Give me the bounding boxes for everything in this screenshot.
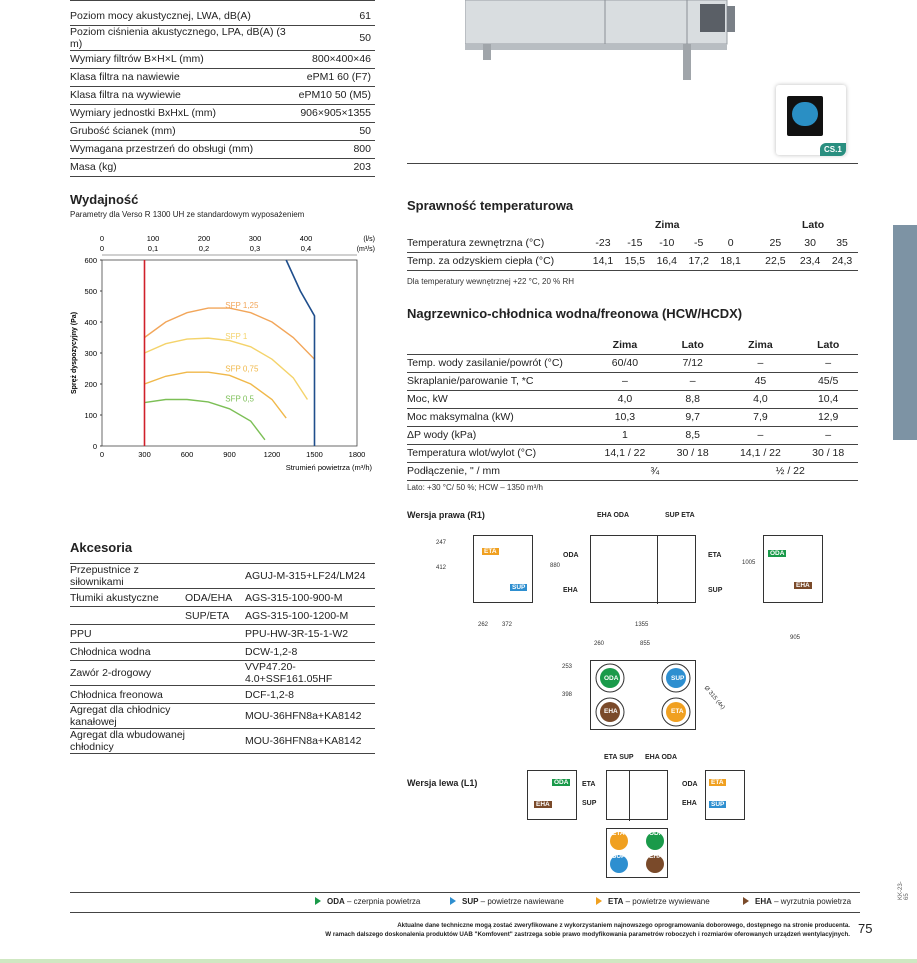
spec-row xyxy=(70,25,375,50)
temp-eff-row xyxy=(407,252,858,270)
legend-item-sup xyxy=(450,897,564,906)
spec-label: Poziom ciśnienia akustycznego, LPA, dB(A) (3 m) xyxy=(70,25,299,50)
top-eha-label: EHA xyxy=(604,708,618,715)
hcw-cell: 8,8 xyxy=(663,390,723,408)
dim-880: 880 xyxy=(550,563,561,569)
plot-frame xyxy=(102,260,357,446)
r1-left-oda: ODA xyxy=(563,552,579,559)
spec-label: Masa (kg) xyxy=(70,158,299,176)
r1-side-sup-tag: SUP xyxy=(512,584,526,591)
spec-value: 61 xyxy=(299,7,375,25)
spec-row xyxy=(70,140,375,158)
spec-row xyxy=(70,68,375,86)
top-tick-ls: 100 xyxy=(146,234,160,243)
x-tick-label: 300 xyxy=(138,450,151,459)
hcw-cell: – xyxy=(798,354,858,372)
r1-front-view xyxy=(590,535,696,603)
accessory-name: Agregat dla wbudowanej chłodnicy xyxy=(70,729,185,753)
hcw-cell: 7/12 xyxy=(663,354,723,372)
temp-eff-cell: -5 xyxy=(683,234,715,252)
l1-right-eha: EHA xyxy=(682,800,697,807)
legend-divider-bottom xyxy=(70,912,860,913)
hcw-row xyxy=(407,390,858,408)
doc-code: KK-23-65 xyxy=(898,881,910,900)
spec-value: 203 xyxy=(299,158,375,176)
top-tick-ls: 0 xyxy=(99,234,105,243)
temp-eff-cell: 15,5 xyxy=(619,252,651,270)
l1-back-view xyxy=(705,770,745,820)
accessories-title: Akcesoria xyxy=(70,540,133,555)
accessory-sub xyxy=(185,643,245,661)
hcw-cell: – xyxy=(798,426,858,444)
accessory-row xyxy=(70,661,375,686)
y-tick-label: 100 xyxy=(84,411,97,420)
hcw-label: Skraplanie/parowanie T, *C xyxy=(407,372,587,390)
legend-text: – wyrzutnia powietrza xyxy=(771,897,852,906)
dim-247: 247 xyxy=(436,540,447,546)
dim-855: 855 xyxy=(640,641,651,647)
legend-item-oda xyxy=(315,897,420,906)
hcw-conn-label: Podłączenie, " / mm xyxy=(407,462,587,480)
temp-eff-title: Sprawność temperaturowa xyxy=(407,198,574,213)
temp-eff-cell: 18,1 xyxy=(715,252,747,270)
temp-eff-cell: 16,4 xyxy=(651,252,683,270)
x-tick-label: 1200 xyxy=(263,450,281,459)
accessory-name: Przepustnice z siłownikami xyxy=(70,564,185,589)
hcw-table xyxy=(407,336,858,481)
top-eta-label: ETA xyxy=(671,708,684,715)
footer-notes xyxy=(270,921,850,939)
controller-badge: CS.1 xyxy=(820,143,846,156)
x-tick-label: 600 xyxy=(180,450,194,459)
r1-back-view xyxy=(763,535,823,603)
legend-text: – powietrze wywiewane xyxy=(623,897,710,906)
series-line-3 xyxy=(145,400,265,440)
spec-value: ePM1 60 (F7) xyxy=(299,68,375,86)
hcw-cell: 30 / 18 xyxy=(663,444,723,462)
r1-right-eta: ETA xyxy=(708,552,722,559)
y-tick-label: 400 xyxy=(84,318,97,327)
legend-arrow-icon xyxy=(743,897,749,905)
l1-side-eha-tag: EHA xyxy=(536,801,550,808)
photo-divider xyxy=(407,163,858,164)
temp-eff-cell: 35 xyxy=(826,234,858,252)
accessory-code: DCF-1,2-8 xyxy=(245,686,375,704)
r1-back-eha-tag: EHA xyxy=(796,582,810,589)
hcw-cell: 45/5 xyxy=(798,372,858,390)
hcw-cell: 30 / 18 xyxy=(798,444,858,462)
temp-eff-table xyxy=(407,234,858,271)
hcw-cell: 4,0 xyxy=(587,390,663,408)
accessory-row xyxy=(70,643,375,661)
hcw-cell: 14,1 / 22 xyxy=(722,444,798,462)
spec-row xyxy=(70,158,375,176)
r1-left-eha: EHA xyxy=(563,587,578,594)
hcw-conn-right: ½ / 22 xyxy=(722,462,858,480)
spec-row xyxy=(70,7,375,25)
hcw-header: Zima xyxy=(587,336,663,354)
dim-diameter: Ø 315 (4x) xyxy=(702,685,726,711)
hcw-cell: – xyxy=(722,426,798,444)
hcw-note: Lato: +30 °C/ 50 %; HCW – 1350 m³/h xyxy=(407,483,543,492)
controller-panel xyxy=(776,85,846,155)
accessory-row xyxy=(70,729,375,754)
r1-side-eta-tag: ETA xyxy=(484,548,497,555)
hcw-cell: 10,4 xyxy=(798,390,858,408)
temp-eff-cell: 17,2 xyxy=(683,252,715,270)
l1-left-eta: ETA xyxy=(582,781,596,788)
y-tick-label: 600 xyxy=(84,256,97,265)
dim-398: 398 xyxy=(562,692,573,698)
hcw-label: ΔP wody (kPa) xyxy=(407,426,587,444)
accessory-sub xyxy=(185,704,245,729)
accessory-code: DCW-1,2-8 xyxy=(245,643,375,661)
accessory-sub xyxy=(185,564,245,589)
temp-eff-cell: 25 xyxy=(747,234,795,252)
legend-code: EHA xyxy=(755,897,772,906)
accessory-sub: ODA/EHA xyxy=(185,589,245,607)
spec-table xyxy=(70,7,375,177)
l1-front-view xyxy=(606,770,668,820)
hcw-conn-row xyxy=(407,462,858,480)
hcw-cell: 7,9 xyxy=(722,408,798,426)
y-tick-label: 300 xyxy=(84,349,97,358)
r1-right-sup: SUP xyxy=(708,587,723,594)
r1-side-view xyxy=(473,535,533,603)
accessory-name: Chłodnica wodna xyxy=(70,643,185,661)
spec-value: 800 xyxy=(299,140,375,158)
spec-value: 800×400×46 xyxy=(299,50,375,68)
top-unit-m3s: (m³/s) xyxy=(356,246,375,253)
accessory-code: AGS-315-100-900-M xyxy=(245,589,375,607)
page-number: 75 xyxy=(858,921,873,936)
accessory-code: MOU-36HFN8a+KA8142 xyxy=(245,729,375,754)
r1-top-eha-oda: EHA ODA xyxy=(597,512,630,519)
footer-line-2: W ramach dalszego doskonalenia produktów UAB "Komfovent" zastrzega sobie prawo modyfikowania parametrów roboczych i rozmiarów oferowanych urządzeń wentylacyjnych. xyxy=(325,931,850,938)
l1-top-sup-label: SUP xyxy=(612,853,626,860)
controller-screen xyxy=(787,96,823,136)
top-tick-m3s: 0,4 xyxy=(300,244,312,253)
accessory-sub: SUP/ETA xyxy=(185,607,245,625)
dim-260: 260 xyxy=(594,641,605,647)
legend-item-eha xyxy=(743,897,851,906)
temp-eff-row xyxy=(407,234,858,252)
accessory-sub xyxy=(185,625,245,643)
unit-photo xyxy=(465,0,735,82)
top-tick-ls: 400 xyxy=(299,234,313,243)
hcw-cell: – xyxy=(663,372,723,390)
hcw-cell: 4,0 xyxy=(722,390,798,408)
spec-label: Poziom mocy akustycznej, LWA, dB(A) xyxy=(70,7,299,25)
hcw-row xyxy=(407,426,858,444)
dim-1355: 1355 xyxy=(635,622,649,628)
accessory-row xyxy=(70,625,375,643)
hcw-cell: 45 xyxy=(722,372,798,390)
accessory-name xyxy=(70,607,185,625)
accessory-code: VVP47.20-4.0+SSF161.05HF xyxy=(245,661,375,686)
l1-top-eha-oda: EHA ODA xyxy=(645,754,678,761)
temp-eff-cell: -15 xyxy=(619,234,651,252)
top-unit-ls: (l/s) xyxy=(363,236,375,243)
spec-row xyxy=(70,86,375,104)
temp-eff-cell: 30 xyxy=(794,234,826,252)
spec-label: Wymagana przestrzeń do obsługi (mm) xyxy=(70,140,299,158)
temp-eff-cell: 24,3 xyxy=(826,252,858,270)
hcw-label: Moc, kW xyxy=(407,390,587,408)
legend-arrow-icon xyxy=(596,897,602,905)
l1-top-eta-sup: ETA SUP xyxy=(604,754,634,761)
spec-row xyxy=(70,104,375,122)
y-tick-label: 200 xyxy=(84,380,97,389)
left-version-title: Wersja lewa (L1) xyxy=(407,778,478,788)
spec-label: Klasa filtra na nawiewie xyxy=(70,68,299,86)
top-tick-ls: 300 xyxy=(248,234,262,243)
dim-372: 372 xyxy=(502,622,513,628)
top-tick-m3s: 0 xyxy=(99,244,105,253)
spec-value: 906×905×1355 xyxy=(299,104,375,122)
l1-back-eta-tag: ETA xyxy=(711,779,724,786)
temp-eff-cell: 0 xyxy=(715,234,747,252)
top-view-circles xyxy=(590,660,696,730)
temp-eff-note: Dla temperatury wewnętrznej +22 °C, 20 % RH xyxy=(407,277,575,286)
legend-item-eta xyxy=(596,897,710,906)
top-tick-m3s: 0,2 xyxy=(198,244,210,253)
temp-eff-label: Temp. za odzyskiem ciepła (°C) xyxy=(407,252,587,270)
legend-text: – czerpnia powietrza xyxy=(344,897,421,906)
hcw-label: Temperatura wlot/wylot (°C) xyxy=(407,444,587,462)
temp-eff-label: Temperatura zewnętrzna (°C) xyxy=(407,234,587,252)
accessory-name: PPU xyxy=(70,625,185,643)
spec-label: Wymiary jednostki BxHxL (mm) xyxy=(70,104,299,122)
hcw-row xyxy=(407,408,858,426)
top-sup-label: SUP xyxy=(671,675,685,682)
l1-side-view xyxy=(527,770,577,820)
temp-eff-cell: -23 xyxy=(587,234,619,252)
hcw-label: Temp. wody zasilanie/powrót (°C) xyxy=(407,354,587,372)
sfp-label: SFP 1,25 xyxy=(225,301,259,311)
l1-top-eta-label: ETA xyxy=(612,830,625,837)
accessories-table xyxy=(70,563,375,754)
hcw-header-row xyxy=(407,336,858,354)
l1-back-sup-tag: SUP xyxy=(711,801,725,808)
accessory-sub xyxy=(185,686,245,704)
r1-back-oda-tag: ODA xyxy=(770,550,785,557)
top-oda-label: ODA xyxy=(604,675,619,682)
hcw-cell: 12,9 xyxy=(798,408,858,426)
accessory-row xyxy=(70,564,375,589)
temp-eff-cell: 23,4 xyxy=(794,252,826,270)
l1-left-sup: SUP xyxy=(582,800,597,807)
hcw-header: Lato xyxy=(663,336,723,354)
spec-label: Klasa filtra na wywiewie xyxy=(70,86,299,104)
hcw-cell: 10,3 xyxy=(587,408,663,426)
y-tick-label: 500 xyxy=(84,287,97,296)
accessory-row xyxy=(70,686,375,704)
accessory-name: Tłumiki akustyczne xyxy=(70,589,185,607)
series-line-4 xyxy=(286,260,314,446)
bottom-strip xyxy=(0,959,917,963)
x-tick-label: 900 xyxy=(223,450,236,459)
y-tick-label: 0 xyxy=(92,442,97,451)
hcw-title: Nagrzewnico-chłodnica wodna/freonowa (HCW/HCDX) xyxy=(407,306,743,321)
sfp-label: SFP 0,5 xyxy=(225,394,255,404)
hcw-cell: – xyxy=(587,372,663,390)
dim-253: 253 xyxy=(562,664,573,670)
legend-arrow-icon xyxy=(315,897,321,905)
legend-divider xyxy=(70,892,860,893)
temp-eff-cell: 22,5 xyxy=(747,252,795,270)
hcw-conn-left: ¾ xyxy=(587,462,722,480)
hcw-header: Lato xyxy=(798,336,858,354)
legend-code: SUP xyxy=(462,897,479,906)
accessory-code: MOU-36HFN8a+KA8142 xyxy=(245,704,375,729)
dim-905: 905 xyxy=(790,635,801,641)
perf-subtitle: Parametry dla Verso R 1300 UH ze standardowym wyposażeniem xyxy=(70,210,305,219)
accessory-code: PPU-HW-3R-15-1-W2 xyxy=(245,625,375,643)
accessory-code: AGS-315-100-1200-M xyxy=(245,607,375,625)
perf-title: Wydajność xyxy=(70,192,139,207)
spec-value: ePM10 50 (M5) xyxy=(299,86,375,104)
spec-label: Grubość ścianek (mm) xyxy=(70,122,299,140)
hcw-cell: 8,5 xyxy=(663,426,723,444)
perf-chart xyxy=(62,228,382,483)
hcw-row xyxy=(407,354,858,372)
y-axis-label: Spręż dyspozycyjny (Pa) xyxy=(71,311,78,395)
accessory-row xyxy=(70,589,375,607)
series-line-2 xyxy=(145,372,287,418)
hcw-row xyxy=(407,444,858,462)
l1-right-oda: ODA xyxy=(682,781,698,788)
hcw-cell: 1 xyxy=(587,426,663,444)
legend-code: ODA xyxy=(327,897,345,906)
accessory-code: AGUJ-M-315+LF24/LM24 xyxy=(245,564,375,589)
l1-side-oda-tag: ODA xyxy=(554,779,569,786)
temp-eff-zima: Zima xyxy=(655,219,680,231)
spec-row xyxy=(70,122,375,140)
temp-eff-lato: Lato xyxy=(802,219,825,231)
accessory-name: Zawór 2-drogowy xyxy=(70,661,185,686)
temp-eff-cell: 14,1 xyxy=(587,252,619,270)
accessory-sub xyxy=(185,661,245,686)
accessory-sub xyxy=(185,729,245,754)
legend-arrow-icon xyxy=(450,897,456,905)
hcw-cell: – xyxy=(722,354,798,372)
temp-eff-cell: -10 xyxy=(651,234,683,252)
spec-label: Wymiary filtrów B×H×L (mm) xyxy=(70,50,299,68)
l1-top-oda-label: ODA xyxy=(649,830,664,837)
x-axis-label: Strumień powietrza (m³/h) xyxy=(285,463,372,472)
l1-top-eha-label: EHA xyxy=(649,853,663,860)
legend-code: ETA xyxy=(608,897,624,906)
dim-412: 412 xyxy=(436,565,447,571)
legend-text: – powietrze nawiewane xyxy=(478,897,564,906)
x-tick-label: 1800 xyxy=(348,450,366,459)
x-tick-label: 1500 xyxy=(306,450,323,459)
footer-line-1: Aktualne dane techniczne mogą zostać zweryfikowane z wykorzystaniem najnowszego oprogramowania doborowego, dostępnego na stronie producenta. xyxy=(397,922,850,929)
accessory-row xyxy=(70,704,375,729)
top-tick-ls: 200 xyxy=(197,234,211,243)
hcw-row xyxy=(407,372,858,390)
spec-value: 50 xyxy=(299,25,375,50)
sfp-label: SFP 1 xyxy=(225,332,248,342)
spec-row xyxy=(70,50,375,68)
x-tick-label: 0 xyxy=(99,450,105,459)
sfp-label: SFP 0,75 xyxy=(225,364,259,374)
dim-262: 262 xyxy=(478,622,489,628)
hcw-label: Moc maksymalna (kW) xyxy=(407,408,587,426)
spec-table-top-border xyxy=(70,0,375,1)
accessory-name: Agregat dla chłodnicy kanałowej xyxy=(70,704,185,729)
dim-1005: 1005 xyxy=(742,560,756,566)
top-tick-m3s: 0,1 xyxy=(147,244,159,253)
hcw-cell: 14,1 / 22 xyxy=(587,444,663,462)
hcw-cell: 9,7 xyxy=(663,408,723,426)
accessory-name: Chłodnica freonowa xyxy=(70,686,185,704)
spec-value: 50 xyxy=(299,122,375,140)
r1-top-sup-eta: SUP ETA xyxy=(665,512,695,519)
top-tick-m3s: 0,3 xyxy=(249,244,261,253)
accessory-row xyxy=(70,607,375,625)
hcw-header: Zima xyxy=(722,336,798,354)
side-tab xyxy=(893,225,917,440)
hcw-cell: 60/40 xyxy=(587,354,663,372)
right-version-title: Wersja prawa (R1) xyxy=(407,510,485,520)
